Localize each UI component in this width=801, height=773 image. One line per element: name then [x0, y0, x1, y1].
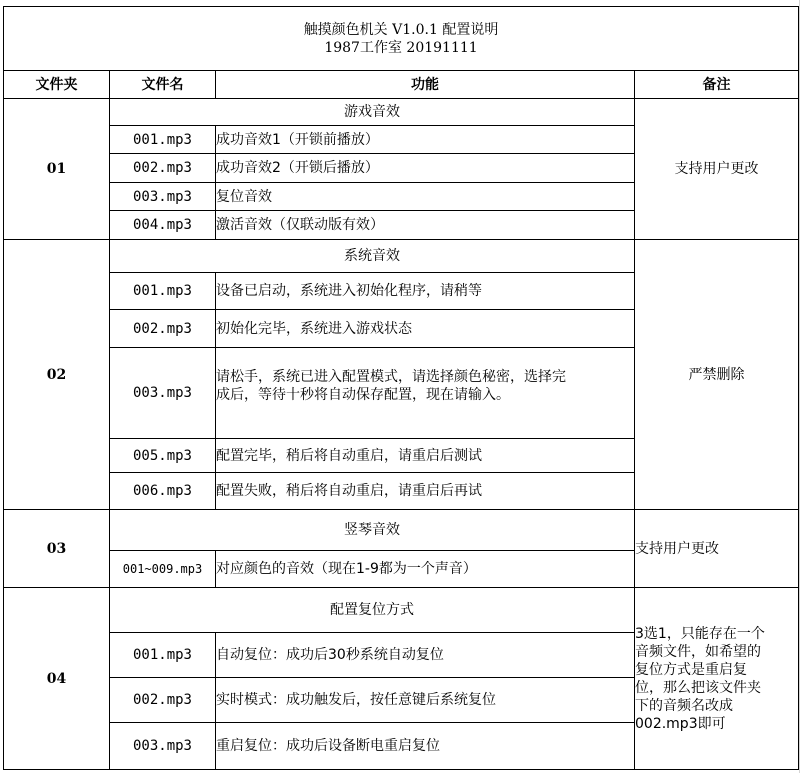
function-cell[interactable]: 实时模式：成功触发后，按任意键后系统复位	[216, 678, 635, 723]
folder-cell[interactable]: 01	[4, 99, 110, 240]
filename-cell[interactable]: 001.mp3	[110, 126, 216, 154]
function-cell[interactable]: 成功音效1（开锁前播放）	[216, 126, 635, 154]
note-line: 位，那么把该文件夹	[635, 679, 761, 696]
filename-cell[interactable]: 001.mp3	[110, 633, 216, 678]
header-filename[interactable]: 文件名	[110, 71, 216, 99]
function-cell[interactable]	[216, 348, 635, 439]
function-cell[interactable]: 激活音效（仅联动版有效）	[216, 211, 635, 240]
function-cell[interactable]: 复位音效	[216, 183, 635, 211]
filename-cell[interactable]: 002.mp3	[110, 310, 216, 348]
header-function[interactable]: 功能	[216, 71, 635, 99]
function-cell[interactable]: 配置完毕，稍后将自动重启，请重启后测试	[216, 439, 635, 473]
note-line: 3选1，只能存在一个	[635, 625, 765, 642]
filename-cell[interactable]: 003.mp3	[110, 723, 216, 770]
section-title[interactable]: 系统音效	[110, 240, 635, 273]
table-row	[4, 510, 799, 551]
section-title[interactable]: 配置复位方式	[110, 588, 635, 633]
function-cell[interactable]: 成功音效2（开锁后播放）	[216, 154, 635, 183]
header-folder[interactable]: 文件夹	[4, 71, 110, 99]
filename-cell[interactable]: 003.mp3	[110, 348, 216, 439]
function-line-2: 成后，等待十秒将自动保存配置，现在请输入。	[216, 387, 510, 403]
function-cell[interactable]: 配置失败，稍后将自动重启，请重启后再试	[216, 473, 635, 510]
note-line: 002.mp3即可	[635, 715, 726, 732]
note-cell[interactable]	[635, 588, 799, 770]
note-line: 下的音频名改成	[635, 697, 733, 714]
function-cell[interactable]: 对应颜色的音效（现在1-9都为一个声音）	[216, 551, 635, 588]
folder-cell[interactable]: 02	[4, 240, 110, 510]
filename-cell[interactable]: 002.mp3	[110, 154, 216, 183]
title-row	[4, 7, 799, 71]
note-line: 音频文件，如希望的	[635, 643, 761, 660]
title-line-1: 触摸颜色机关 V1.0.1 配置说明	[303, 21, 499, 38]
folder-cell[interactable]: 04	[4, 588, 110, 770]
table-row	[4, 240, 799, 273]
gridline	[799, 0, 800, 773]
section-title[interactable]: 游戏音效	[110, 99, 635, 126]
note-cell[interactable]: 支持用户更改	[635, 99, 799, 240]
function-cell[interactable]: 设备已启动，系统进入初始化程序，请稍等	[216, 273, 635, 310]
function-cell[interactable]: 初始化完毕，系统进入游戏状态	[216, 310, 635, 348]
note-cell[interactable]: 严禁删除	[635, 240, 799, 510]
header-row	[4, 71, 799, 99]
filename-cell[interactable]: 004.mp3	[110, 211, 216, 240]
filename-cell[interactable]: 002.mp3	[110, 678, 216, 723]
filename-cell[interactable]: 005.mp3	[110, 439, 216, 473]
title-line-2: 1987工作室 20191111	[324, 39, 478, 56]
table-row	[4, 588, 799, 633]
function-cell[interactable]: 重启复位：成功后设备断电重启复位	[216, 723, 635, 770]
filename-cell[interactable]: 006.mp3	[110, 473, 216, 510]
config-table	[3, 6, 799, 770]
filename-cell[interactable]: 001~009.mp3	[110, 551, 216, 588]
function-line-1: 请松手，系统已进入配置模式，请选择颜色秘密，选择完	[216, 369, 566, 385]
filename-cell[interactable]: 003.mp3	[110, 183, 216, 211]
header-note[interactable]: 备注	[635, 71, 799, 99]
filename-cell[interactable]: 001.mp3	[110, 273, 216, 310]
section-title[interactable]: 竖琴音效	[110, 510, 635, 551]
note-line: 复位方式是重启复	[635, 661, 747, 678]
folder-cell[interactable]: 03	[4, 510, 110, 588]
table-row	[4, 99, 799, 126]
spacer	[216, 404, 634, 418]
title-cell[interactable]	[4, 7, 799, 71]
note-cell[interactable]: 支持用户更改	[635, 510, 799, 588]
function-cell[interactable]: 自动复位：成功后30秒系统自动复位	[216, 633, 635, 678]
